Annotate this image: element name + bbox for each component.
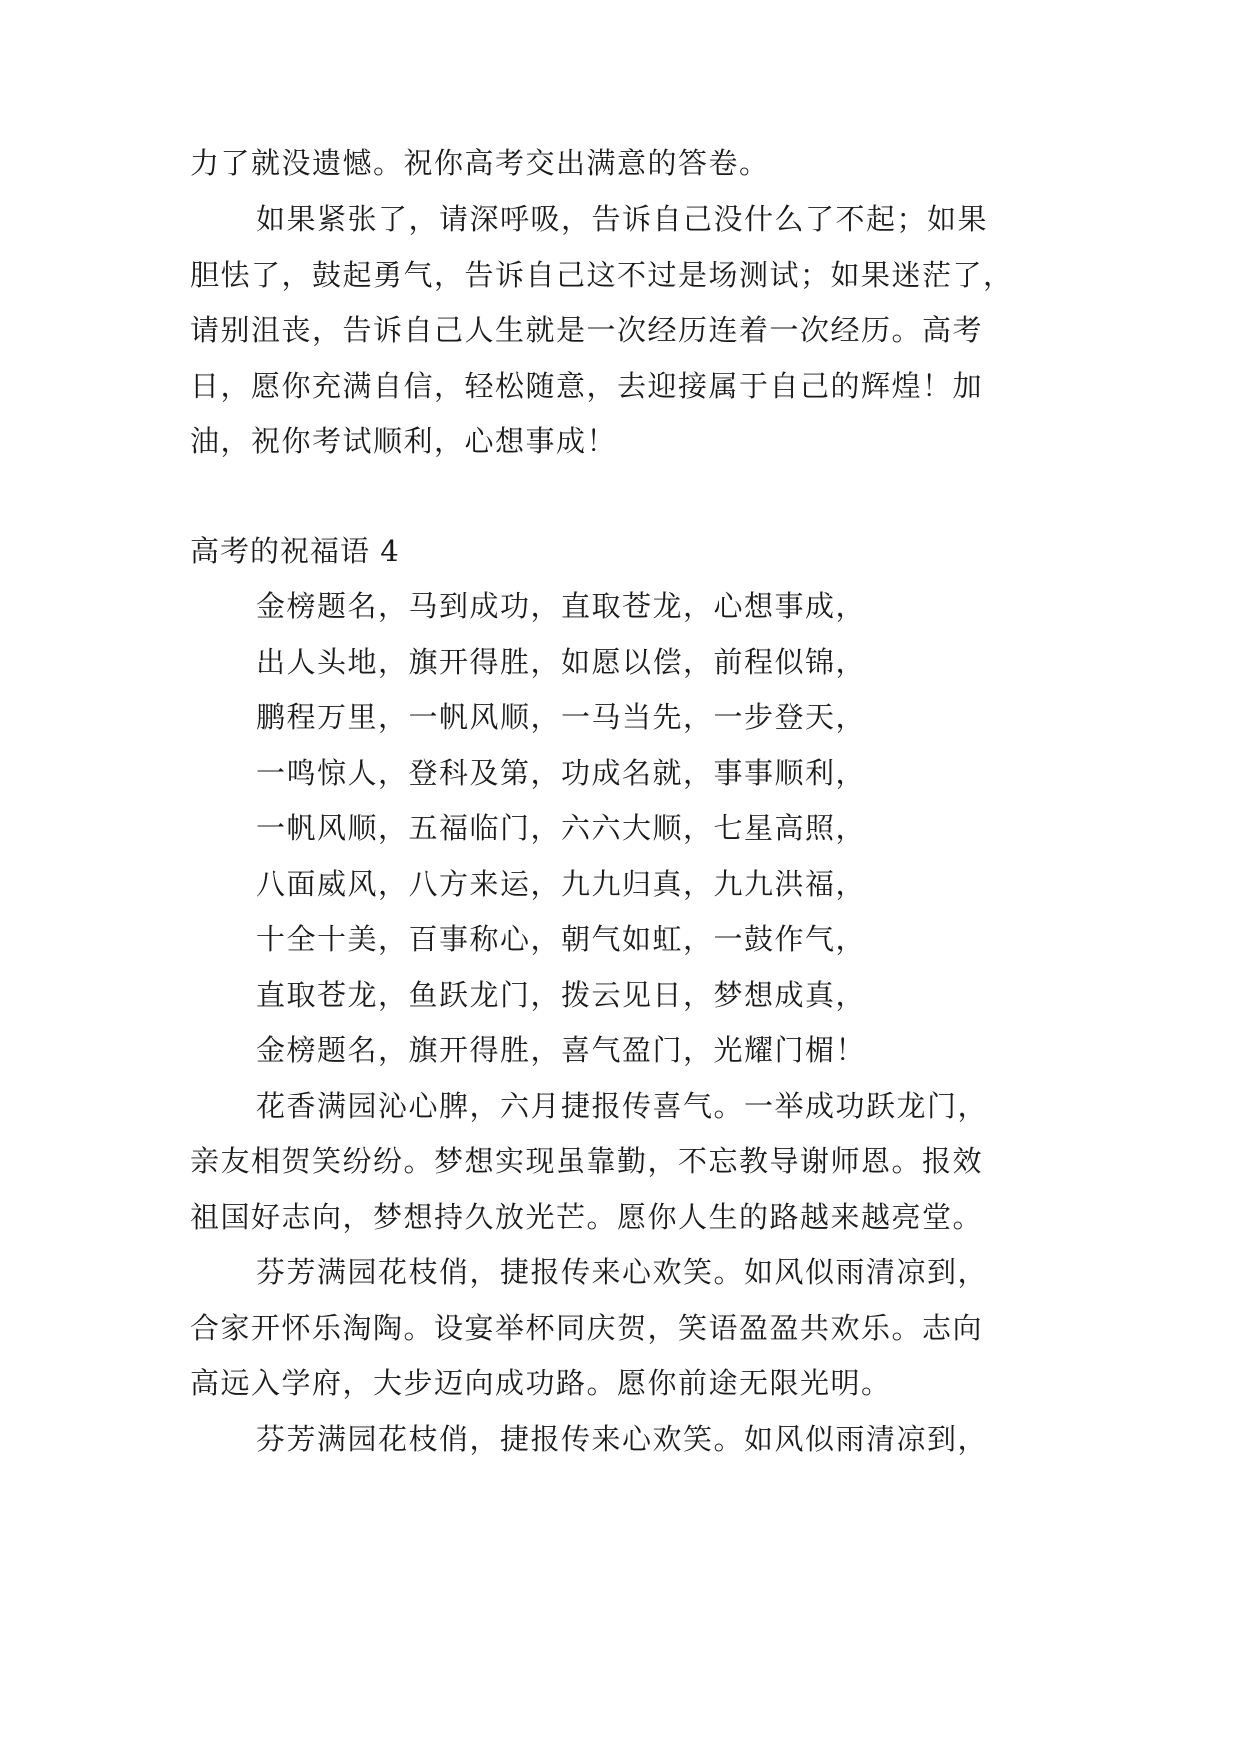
- idiom-line: 八面威风，八方来运，九九归真，九九洪福，: [256, 867, 867, 901]
- idiom-line: 金榜题名，旗开得胜，喜气盈门，光耀门楣！: [256, 1033, 867, 1067]
- idiom-line: 出人头地，旗开得胜，如愿以偿，前程似锦，: [256, 645, 867, 679]
- paragraph-line: 芬芳满园花枝俏，捷报传来心欢笑。如风似雨清凉到，: [256, 1255, 989, 1289]
- idiom-line: 一鸣惊人，登科及第，功成名就，事事顺利，: [256, 756, 867, 790]
- idiom-line: 鹏程万里，一帆风顺，一马当先，一步登天，: [256, 700, 867, 734]
- paragraph-line: 如果紧张了，请深呼吸，告诉自己没什么了不起；如果: [256, 202, 989, 236]
- paragraph-line: 日，愿你充满自信，轻松随意，去迎接属于自己的辉煌！加: [190, 369, 984, 403]
- paragraph-line: 油，祝你考试顺利，心想事成！: [190, 424, 618, 458]
- idiom-line: 直取苍龙，鱼跃龙门，拨云见日，梦想成真，: [256, 978, 867, 1012]
- paragraph-line: 请别沮丧，告诉自己人生就是一次经历连着一次经历。高考: [190, 313, 984, 347]
- paragraph-line: 高远入学府，大步迈向成功路。愿你前途无限光明。: [190, 1366, 892, 1400]
- paragraph-line: 芬芳满园花枝俏，捷报传来心欢笑。如风似雨清凉到，: [256, 1422, 989, 1456]
- paragraph-line: 合家开怀乐淘陶。设宴举杯同庆贺，笑语盈盈共欢乐。志向: [190, 1311, 984, 1345]
- paragraph-line: 花香满园沁心脾，六月捷报传喜气。一举成功跃龙门，: [256, 1089, 989, 1123]
- section-heading: 高考的祝福语 4: [190, 534, 400, 568]
- idiom-line: 一帆风顺，五福临门，六六大顺，七星高照，: [256, 811, 867, 845]
- paragraph-line: 祖国好志向，梦想持久放光芒。愿你人生的路越来越亮堂。: [190, 1200, 984, 1234]
- paragraph-line: 胆怯了，鼓起勇气，告诉自己这不过是场测试；如果迷茫了，: [190, 258, 1014, 292]
- paragraph-line: 亲友相贺笑纷纷。梦想实现虽靠勤，不忘教导谢师恩。报效: [190, 1144, 984, 1178]
- paragraph-line: 力了就没遗憾。祝你高考交出满意的答卷。: [190, 146, 770, 180]
- idiom-line: 十全十美，百事称心，朝气如虹，一鼓作气，: [256, 922, 867, 956]
- idiom-line: 金榜题名，马到成功，直取苍龙，心想事成，: [256, 589, 867, 623]
